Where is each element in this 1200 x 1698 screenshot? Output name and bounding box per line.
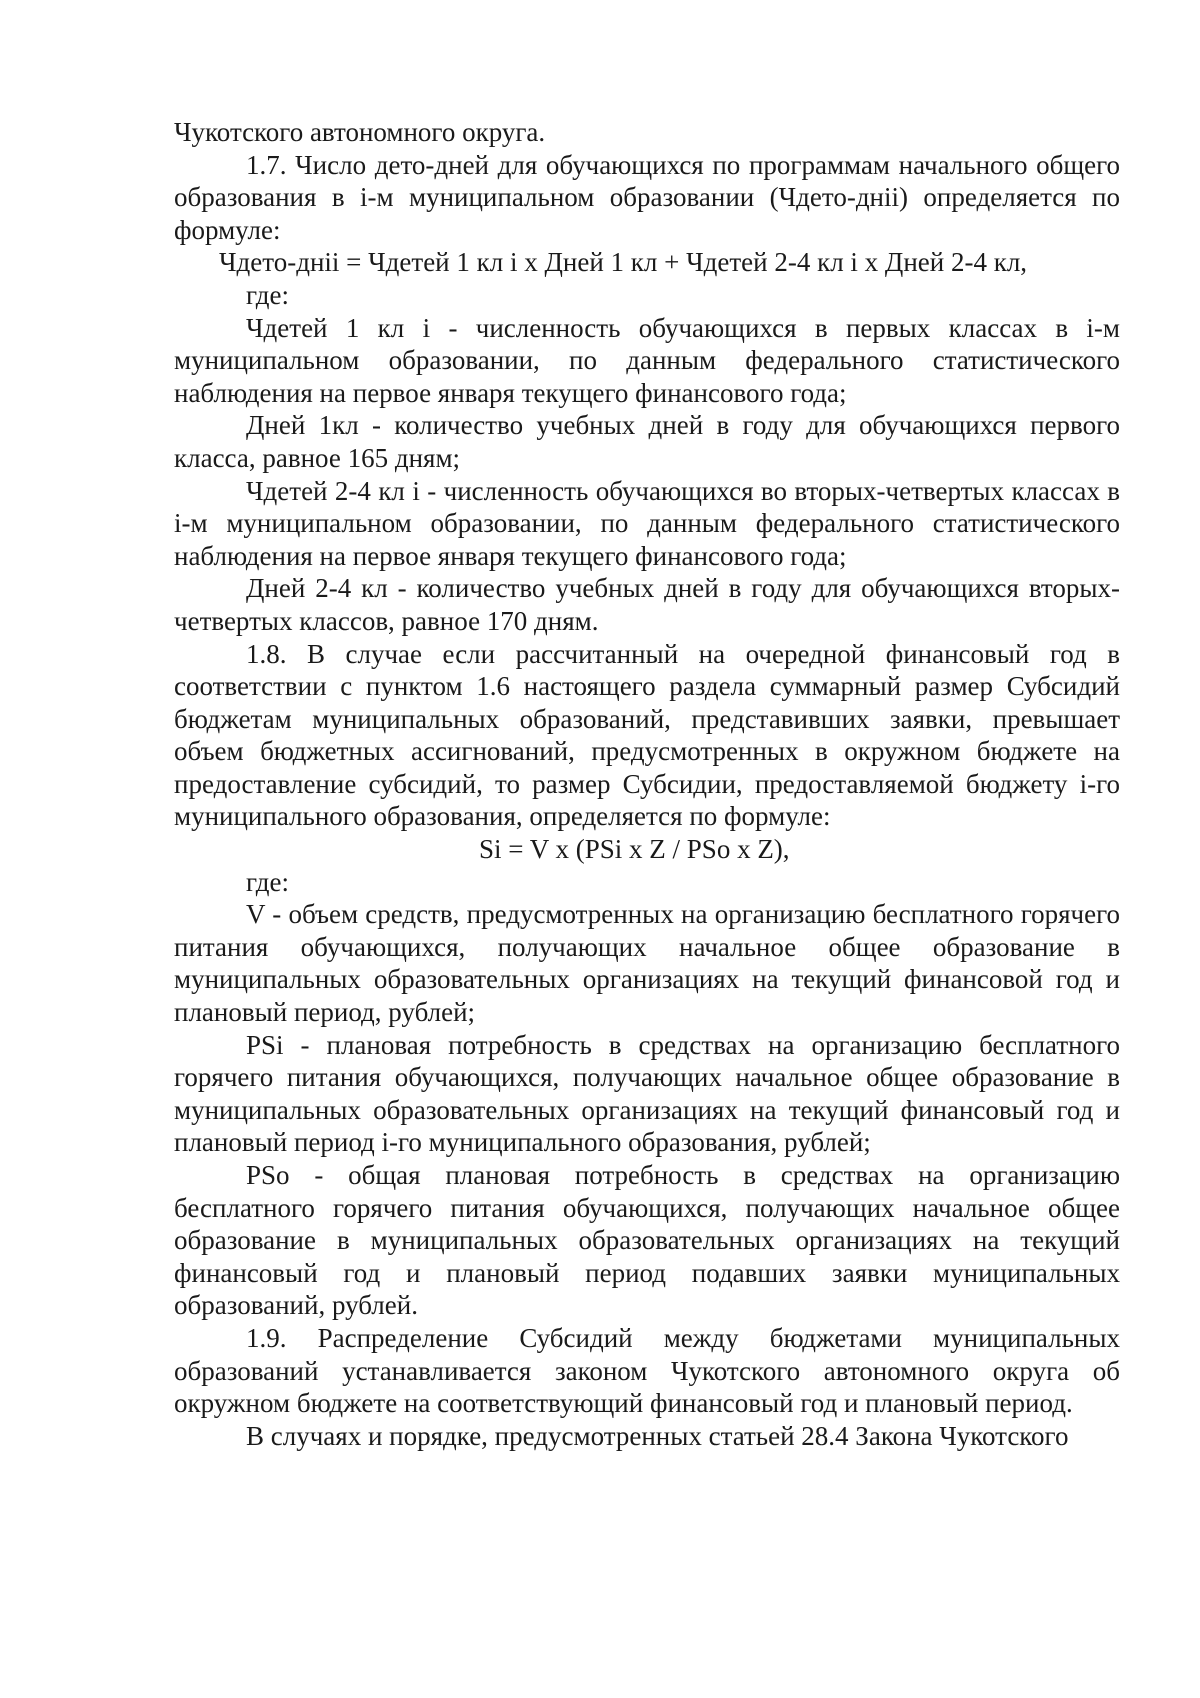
definition-psi: PSi - плановая потребность в средствах на организацию бесплатного горячего питания обучающихся, получающих начальное общее образование в муниципальных образовательных организациях на текущий финансовый год и плановый период i-го муниципального образования, рублей; — [174, 1029, 1120, 1158]
definition-days-grade1: Дней 1кл - количество учебных дней в году для обучающихся первого класса, равное 165 дням; — [174, 410, 1120, 473]
definition-days-grade2-4: Дней 2-4 кл - количество учебных дней в году для обучающихся вторых-четвертых классов, равное 170 дням. — [174, 573, 1120, 636]
where-label-1: где: — [246, 279, 289, 310]
definition-v: V - объем средств, предусмотренных на организацию бесплатного горячего питания обучающихся, получающих начальное общее образование в муниципальных образовательных организациях на текущий финансовой год и плановый период, рублей; — [174, 899, 1120, 1028]
paragraph-continuation: Чукотского автономного округа. — [174, 117, 546, 147]
paragraph-1-8: 1.8. В случае если рассчитанный на очередной финансовый год в соответствии с пунктом 1.6 настоящего раздела суммарный размер Субсидий бюджетам муниципальных образований, представивших заявки, превышает объем бюджетных ассигнований, предусмотренных в окружном бюджете на предоставление субсидий, то размер Субсидии, предоставляемой бюджету i-го муниципального образования, определяется по формуле: — [174, 638, 1120, 832]
formula-subsidy: Si = V х (PSi х Z / PSo х Z), — [479, 834, 790, 865]
definition-pso: PSo - общая плановая потребность в средствах на организацию бесплатного горячего питания обучающихся, получающих начальное общее образование в муниципальных образовательных организациях на текущий финансовый год и плановый период подавших заявки муниципальных образований, рублей. — [174, 1160, 1120, 1321]
formula-child-days: Чдето-днiі = Чдетей 1 кл і х Дней 1 кл + Чдетей 2-4 кл і х Дней 2-4 кл, — [219, 247, 1028, 278]
definition-children-grade1: Чдетей 1 кл і - численность обучающихся в первых классах в і-м муниципальном образовании, по данным федерального статистического наблюдения на первое января текущего финансового года; — [174, 312, 1120, 408]
paragraph-1-9: 1.9. Распределение Субсидий между бюджетами муниципальных образований устанавливается законом Чукотского автономного округа об окружном бюджете на соответствующий финансовый год и плановый период. — [174, 1322, 1120, 1419]
where-label-2: где: — [246, 866, 289, 897]
paragraph-article-28-4: В случаях и порядке, предусмотренных статьей 28.4 Закона Чукотского — [246, 1420, 1069, 1451]
paragraph-1-7: 1.7. Число дето-дней для обучающихся по программам начального общего образования в i-м муниципальном образовании (Чдето-днiі) определяется по формуле: — [174, 149, 1120, 245]
definition-children-grade2-4: Чдетей 2-4 кл і - численность обучающихся во вторых-четвертых классах в і-м муниципальном образовании, по данным федерального статистического наблюдения на первое января текущего финансового года; — [174, 475, 1120, 571]
document-body — [174, 116, 1120, 1452]
